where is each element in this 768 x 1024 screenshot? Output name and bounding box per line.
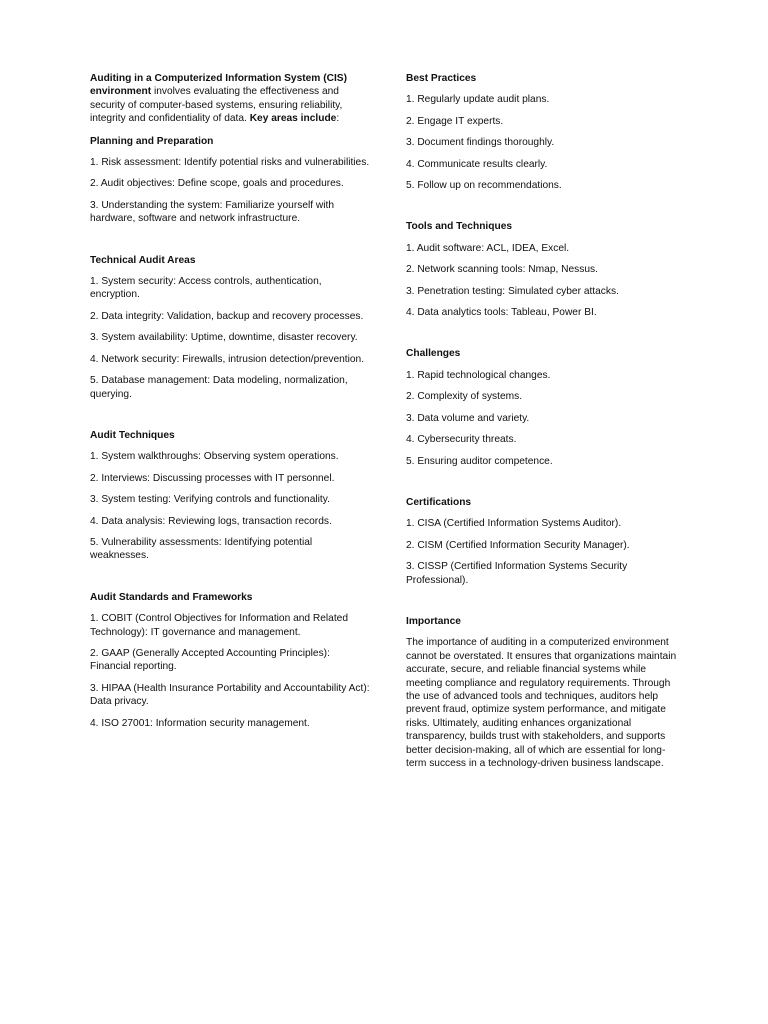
list-item: 4. Data analysis: Reviewing logs, transaction records. (90, 515, 332, 527)
list-item: 5. Ensuring auditor competence. (406, 455, 553, 467)
list-item: 3. System availability: Uptime, downtime, disaster recovery. (90, 332, 358, 344)
list-item: 3. Data volume and variety. (406, 412, 530, 424)
list-item: 5. Follow up on recommendations. (406, 180, 562, 192)
section-importance (406, 615, 680, 770)
list-item: 2. CISM (Certified Information Security Manager). (406, 539, 630, 551)
list-item: 3. Document findings thoroughly. (406, 137, 555, 149)
list-item: 3. HIPAA (Health Insurance Portability and Accountability Act): Data privacy. (90, 682, 370, 708)
list-item: 3. CISSP (Certified Information Systems Security Professional). (406, 561, 628, 586)
section-title: Planning and Preparation (90, 135, 214, 147)
list-item: 2. Complexity of systems. (406, 391, 523, 403)
intro-colon: : (336, 113, 340, 125)
section-spacer (406, 476, 680, 496)
section-certifications (406, 496, 680, 587)
section-tools-and-techniques (406, 220, 680, 319)
section-audit-techniques (90, 429, 370, 563)
list-item: 2. Data integrity: Validation, backup and recovery processes. (90, 310, 364, 322)
list-item: 1. Risk assessment: Identify potential risks and vulnerabilities. (90, 157, 370, 169)
list-item: 1. COBIT (Control Objectives for Information and Related Technology): IT governance and management. (90, 613, 349, 638)
list-item: 1. CISA (Certified Information Systems Auditor). (406, 518, 622, 530)
section-planning-and-preparation (90, 135, 370, 226)
section-spacer (90, 738, 370, 758)
section-audit-standards-and-frameworks (90, 591, 370, 730)
left-column (90, 72, 370, 758)
list-item: 4. Communicate results clearly. (406, 158, 548, 170)
section-technical-audit-areas (90, 254, 370, 401)
section-spacer (90, 571, 370, 591)
section-spacer (406, 595, 680, 615)
section-title: Audit Techniques (90, 429, 175, 441)
intro-paragraph (90, 72, 370, 126)
list-item: 4. Network security: Firewalls, intrusion detection/prevention. (90, 353, 365, 365)
list-item: 4. ISO 27001: Information security management. (90, 717, 310, 729)
section-spacer (406, 200, 680, 220)
section-title: Challenges (406, 348, 461, 360)
list-item: 1. System walkthroughs: Observing system operations. (90, 451, 339, 463)
list-item: 2. Engage IT experts. (406, 115, 504, 127)
list-item: 2. Audit objectives: Define scope, goals and procedures. (90, 178, 344, 190)
list-item: 2. Network scanning tools: Nmap, Nessus. (406, 264, 598, 276)
list-item: 1. Rapid technological changes. (406, 369, 551, 381)
list-item: 4. Cybersecurity threats. (406, 434, 517, 446)
section-spacer (90, 409, 370, 429)
section-title: Importance (406, 615, 461, 627)
intro-bold-key-areas: Key areas include (249, 113, 337, 125)
intro-bold-title: Auditing in a Computerized Information System (CIS) environment (90, 73, 347, 98)
section-title: Technical Audit Areas (90, 254, 196, 266)
right-column (406, 72, 680, 770)
section-spacer (406, 327, 680, 347)
section-title: Tools and Techniques (406, 221, 513, 233)
list-item: 3. Understanding the system: Familiarize yourself with hardware, software and network infrastructure. (90, 199, 335, 225)
list-item: 1. System security: Access controls, authentication, encryption. (90, 276, 322, 301)
section-title: Best Practices (406, 73, 477, 84)
list-item: 3. System testing: Verifying controls and functionality. (90, 494, 330, 506)
list-item: 2. GAAP (Generally Accepted Accounting Principles): Financial reporting. (90, 647, 330, 673)
section-title: Certifications (406, 496, 472, 508)
left-sections (90, 135, 370, 758)
list-item: 3. Penetration testing: Simulated cyber attacks. (406, 285, 619, 297)
section-challenges (406, 347, 680, 467)
section-title: Audit Standards and Frameworks (90, 591, 253, 603)
list-item: 1. Regularly update audit plans. (406, 94, 550, 106)
list-item: 2. Interviews: Discussing processes with IT personnel. (90, 472, 335, 484)
list-item: 5. Database management: Data modeling, normalization, querying. (90, 375, 348, 400)
section-best-practices (406, 72, 680, 192)
intro-text: involves evaluating the effectiveness and security of computer-based systems, ensuring reliability, integrity and confidentiality of data. (90, 86, 343, 125)
list-item: 5. Vulnerability assessments: Identifying potential weaknesses. (90, 536, 313, 562)
section-spacer (90, 234, 370, 254)
right-sections (406, 72, 680, 615)
importance-paragraph: The importance of auditing in a computerized environment cannot be overstated. It ensures that organizations maintain accurate, secure, and reliable financial systems while meeting compliance and regulatory requirements. Through the use of advanced tools and techniques, auditors help prevent fraud, optimize system performance, and mitigate risks. Ultimately, auditing enhances organizational transparency, builds trust with stakeholders, and supports better decision-making, all of which are essential for long-term success in a technology-driven business landscape. (406, 637, 677, 769)
list-item: 1. Audit software: ACL, IDEA, Excel. (406, 242, 570, 254)
list-item: 4. Data analytics tools: Tableau, Power BI. (406, 307, 597, 319)
